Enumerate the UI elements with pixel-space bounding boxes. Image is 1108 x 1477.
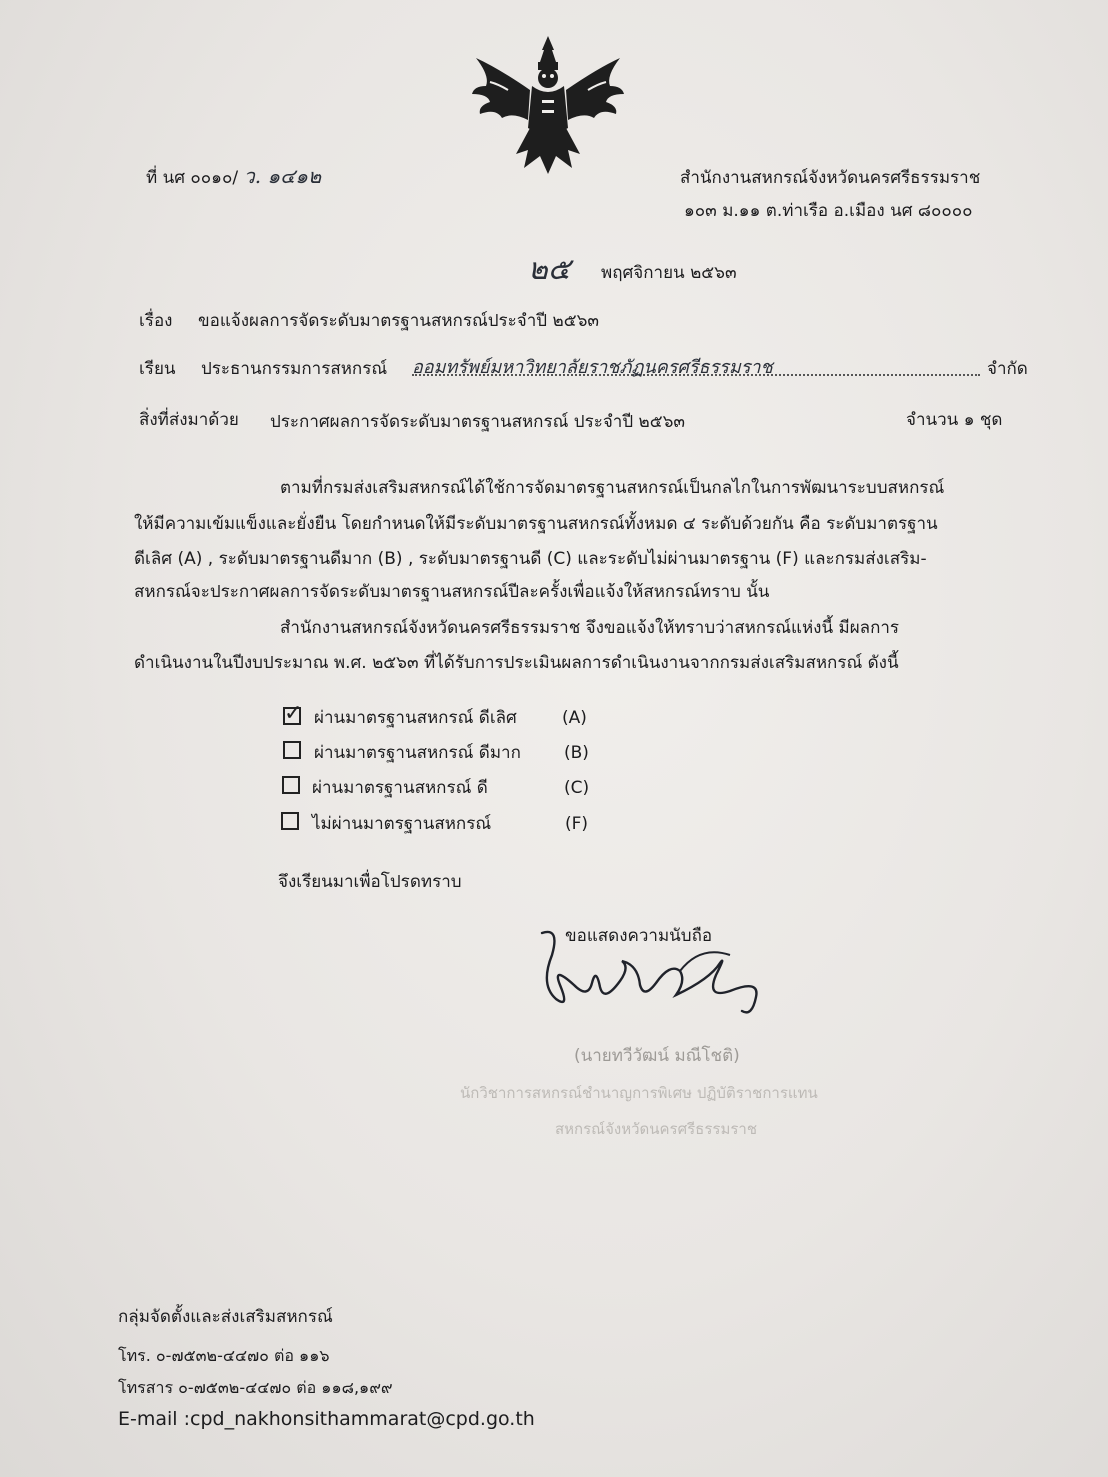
office-name: สำนักงานสหกรณ์จังหวัดนครศรีธรรมราช <box>680 168 981 188</box>
option-b-grade: (B) <box>564 743 589 763</box>
option-f-grade: (F) <box>565 814 589 834</box>
body-p2-line1: สำนักงานสหกรณ์จังหวัดนครศรีธรรมราช จึงขอแจ้งให้ทราบว่าสหกรณ์แห่งนี้ มีผลการ <box>280 618 900 638</box>
signer-position-line2: สหกรณ์จังหวัดนครศรีธรรมราช <box>555 1120 758 1138</box>
addressee-handwritten: ออมทรัพย์มหาวิทยาลัยราชภัฏนครศรีธรรมราช <box>412 357 773 378</box>
addressee-text: ประธานกรรมการสหกรณ์ <box>201 359 388 379</box>
reference-number <box>146 165 321 189</box>
enclosure-text: ประกาศผลการจัดระดับมาตรฐานสหกรณ์ ประจำปี ๒๕๖๓ <box>270 412 686 432</box>
option-a-grade: (A) <box>562 708 587 728</box>
checkbox-c[interactable] <box>282 776 300 794</box>
footer-email: E-mail :cpd_nakhonsithammarat@cpd.go.th <box>118 1408 535 1430</box>
option-c-grade: (C) <box>564 778 590 798</box>
addressee-label: เรียน <box>139 359 176 379</box>
option-a-label: ผ่านมาตรฐานสหกรณ์ ดีเลิศ <box>314 708 517 728</box>
footer-telephone: โทร. ๐-๗๕๓๒-๔๔๗๐ ต่อ ๑๑๖ <box>118 1346 330 1365</box>
signer-position-line1: นักวิชาการสหกรณ์ชำนาญการพิเศษ ปฏิบัติราชการแทน <box>460 1084 818 1102</box>
closing-text: จึงเรียนมาเพื่อโปรดทราบ <box>278 872 462 892</box>
subject-label: เรื่อง <box>139 311 173 331</box>
date-day-handwritten: ๒๕ <box>528 252 571 287</box>
checkbox-b[interactable] <box>283 741 301 759</box>
handwritten-signature <box>530 925 790 1035</box>
option-c-label: ผ่านมาตรฐานสหกรณ์ ดี <box>312 778 488 798</box>
body-p1-line1: ตามที่กรมส่งเสริมสหกรณ์ได้ใช้การจัดมาตรฐานสหกรณ์เป็นกลไกในการพัฒนาระบบสหกรณ์ <box>280 478 945 498</box>
body-p2-line2: ดำเนินงานในปีงบประมาณ พ.ศ. ๒๕๖๓ ที่ได้รับการประเมินผลการดำเนินงานจากกรมส่งเสริมสหกรณ์ ดังนี้ <box>134 653 899 673</box>
enclosure-label: สิ่งที่ส่งมาด้วย <box>139 410 239 430</box>
office-address: ๑๐๓ ม.๑๑ ต.ท่าเรือ อ.เมือง นศ ๘๐๐๐๐ <box>684 201 973 221</box>
footer-department: กลุ่มจัดตั้งและส่งเสริมสหกรณ์ <box>118 1307 333 1327</box>
body-p1-line3: ดีเลิศ (A) , ระดับมาตรฐานดีมาก (B) , ระดับมาตรฐานดี (C) และระดับไม่ผ่านมาตรฐาน (F) และกรมส่งเสริม- <box>134 549 927 569</box>
addressee-suffix: จำกัด <box>987 359 1028 379</box>
reference-handwritten: ว. ๑๔๑๒ <box>243 164 322 188</box>
garuda-emblem-icon <box>468 28 628 178</box>
subject-text: ขอแจ้งผลการจัดระดับมาตรฐานสหกรณ์ประจำปี ๒๕๖๓ <box>198 311 599 331</box>
option-f-label: ไม่ผ่านมาตรฐานสหกรณ์ <box>312 814 492 834</box>
body-p1-line2: ให้มีความเข้มแข็งและยั่งยืน โดยกำหนดให้มีระดับมาตรฐานสหกรณ์ทั้งหมด ๔ ระดับด้วยกัน คือ ระดับมาตรฐาน <box>134 514 938 534</box>
body-p1-line4: สหกรณ์จะประกาศผลการจัดระดับมาตรฐานสหกรณ์ปีละครั้งเพื่อแจ้งให้สหกรณ์ทราบ นั้น <box>134 582 770 602</box>
footer-fax: โทรสาร ๐-๗๕๓๒-๔๔๗๐ ต่อ ๑๑๘,๑๙๙ <box>118 1378 393 1397</box>
option-b-label: ผ่านมาตรฐานสหกรณ์ ดีมาก <box>314 743 521 763</box>
reference-label: ที่ นศ ๐๐๑๐/ <box>146 168 239 188</box>
enclosure-count: จำนวน ๑ ชุด <box>906 410 1003 430</box>
date-month-year: พฤศจิกายน ๒๕๖๓ <box>601 263 737 283</box>
signer-name: (นายทวีวัฒน์ มณีโชติ) <box>574 1046 740 1066</box>
regards-text: ขอแสดงความนับถือ <box>565 926 713 946</box>
check-mark-icon: ✓ <box>284 701 303 726</box>
checkbox-f[interactable] <box>281 812 299 830</box>
